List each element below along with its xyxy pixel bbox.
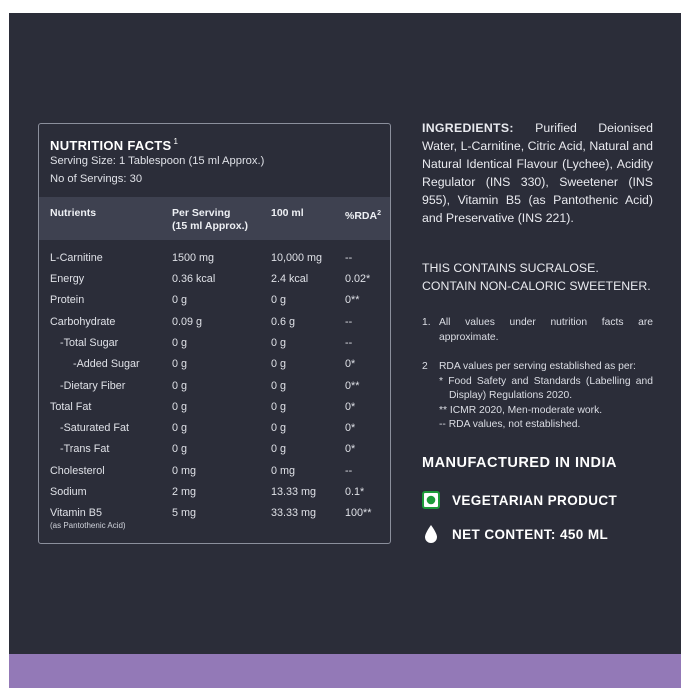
- per-100ml-value: 10,000 mg: [271, 252, 323, 264]
- net-content-label: NET CONTENT: 450 ML: [452, 526, 609, 542]
- table-row: [39, 316, 390, 337]
- header-rda-mark: 2: [377, 210, 381, 217]
- per-serving-value: 0 g: [172, 401, 188, 413]
- ingredients-block: [422, 119, 653, 227]
- header-per-serving-sub: (15 ml Approx.): [172, 220, 249, 232]
- per-serving-value: 2 mg: [172, 486, 197, 498]
- header-rda: [345, 207, 381, 223]
- footnote-2-bullet-3: -- RDA values, not established.: [439, 419, 581, 430]
- header-nutrients: Nutrients: [50, 207, 97, 219]
- rda-value: --: [345, 316, 353, 328]
- sucralose-notice: THIS CONTAINS SUCRALOSE. CONTAIN NON-CALORIC SWEETENER.: [422, 261, 651, 293]
- table-row: [39, 443, 390, 464]
- per-100ml-value: 13.33 mg: [271, 486, 317, 498]
- per-100ml-value: 0.6 g: [271, 316, 296, 328]
- table-row: [39, 337, 390, 358]
- footnote-2-bullet-1: * Food Safety and Standards (Labelling and Display) Regulations 2020.: [439, 375, 653, 401]
- rda-value: 0*: [345, 443, 356, 455]
- per-serving-value: 0 g: [172, 422, 188, 434]
- per-100ml-value: 2.4 kcal: [271, 273, 309, 285]
- per-100ml-value: 0 g: [271, 443, 287, 455]
- bottom-color-band: [9, 654, 681, 688]
- manufactured-in-india: MANUFACTURED IN INDIA: [422, 455, 617, 471]
- per-100ml-value: 0 g: [271, 358, 287, 370]
- nutrition-title-text: NUTRITION FACTS: [50, 138, 172, 153]
- table-row: [39, 380, 390, 401]
- per-serving-value: 0 g: [172, 337, 188, 349]
- nutrient-name: Protein: [50, 294, 85, 306]
- nutrient-name: Energy: [50, 273, 85, 285]
- water-drop-icon: [422, 524, 440, 544]
- table-row: [39, 422, 390, 443]
- rda-value: 0*: [345, 422, 356, 434]
- footnote-2: [422, 360, 653, 433]
- per-100ml-value: 0 g: [271, 401, 287, 413]
- per-serving-value: 0 g: [172, 380, 188, 392]
- table-row: [39, 465, 390, 486]
- per-serving-value: 0 g: [172, 443, 188, 455]
- per-100ml-value: 0 g: [271, 380, 287, 392]
- serving-size: Serving Size: 1 Tablespoon (15 ml Approx.): [50, 155, 265, 167]
- nutrient-name: -Total Sugar: [60, 337, 119, 349]
- rda-value: 0.1*: [345, 486, 365, 498]
- nutrient-subname: (as Pantothenic Acid): [50, 521, 126, 530]
- table-row: [39, 273, 390, 294]
- per-serving-value: 0.36 kcal: [172, 273, 216, 285]
- table-header: [39, 197, 390, 240]
- rda-value: 0**: [345, 380, 360, 392]
- title-footnote-mark: 1: [173, 137, 179, 146]
- rda-value: 0.02*: [345, 273, 371, 285]
- header-per-100ml: 100 ml: [271, 207, 304, 219]
- per-100ml-value: 0 g: [271, 294, 287, 306]
- rda-value: --: [345, 252, 353, 264]
- footnote-2-bullet-2: ** ICMR 2020, Men-moderate work.: [439, 404, 603, 416]
- footnote-2-text: RDA values per serving established as per:: [439, 361, 636, 372]
- ingredients-label: INGREDIENTS:: [422, 121, 514, 135]
- table-row: [39, 507, 390, 528]
- nutrient-name: Total Fat: [50, 401, 92, 413]
- rda-value: --: [345, 465, 353, 477]
- per-serving-value: 0.09 g: [172, 316, 203, 328]
- table-row: [39, 401, 390, 422]
- nutrient-name: -Added Sugar: [73, 358, 140, 370]
- rda-value: 100**: [345, 507, 372, 519]
- per-100ml-value: 0 g: [271, 422, 287, 434]
- per-serving-value: 5 mg: [172, 507, 197, 519]
- footnote-2-number: 2: [422, 361, 428, 372]
- header-per-serving-text: Per Serving: [172, 207, 231, 219]
- footnote-1: [422, 316, 653, 345]
- table-row: [39, 358, 390, 379]
- header-rda-text: %RDA: [345, 210, 378, 222]
- nutrient-name: Cholesterol: [50, 465, 105, 477]
- net-content: [422, 523, 608, 545]
- veg-symbol-icon: [422, 490, 440, 510]
- nutrition-facts-box: [38, 123, 391, 544]
- nutrient-name: -Dietary Fiber: [60, 380, 126, 392]
- vegetarian-product: [422, 489, 617, 511]
- nutrient-name: -Trans Fat: [60, 443, 110, 455]
- per-serving-value: 0 mg: [172, 465, 197, 477]
- ingredients-text: Purified Deionised Water, L-Carnitine, Citric Acid, Natural and Natural Identical Flavour (Lychee), Acidity Regulator (INS 330), Sweetener (INS 955), Vitamin B5 (as Pantothenic Acid) and Preservative (INS 221).: [422, 121, 653, 225]
- nutrition-title: [50, 137, 178, 153]
- nutrient-name: -Saturated Fat: [60, 422, 130, 434]
- table-row: [39, 252, 390, 273]
- rda-value: 0**: [345, 294, 360, 306]
- per-100ml-value: 0 g: [271, 337, 287, 349]
- table-row: [39, 486, 390, 507]
- per-serving-value: 0 g: [172, 294, 188, 306]
- footnote-1-text: All values under nutrition facts are approximate.: [439, 317, 653, 343]
- nutrient-name: Carbohydrate: [50, 316, 116, 328]
- per-serving-value: 0 g: [172, 358, 188, 370]
- rda-value: --: [345, 337, 353, 349]
- rda-value: 0*: [345, 358, 356, 370]
- nutrient-name: L-Carnitine: [50, 252, 103, 264]
- rda-value: 0*: [345, 401, 356, 413]
- header-per-serving: [172, 207, 248, 233]
- nutrient-name: Vitamin B5: [50, 507, 103, 519]
- footnote-1-number: 1.: [422, 317, 431, 328]
- vegetarian-label: VEGETARIAN PRODUCT: [452, 492, 618, 508]
- per-100ml-value: 0 mg: [271, 465, 296, 477]
- servings-count: No of Servings: 30: [50, 173, 143, 185]
- nutrient-name: Sodium: [50, 486, 87, 498]
- per-100ml-value: 33.33 mg: [271, 507, 317, 519]
- table-row: [39, 294, 390, 315]
- per-serving-value: 1500 mg: [172, 252, 215, 264]
